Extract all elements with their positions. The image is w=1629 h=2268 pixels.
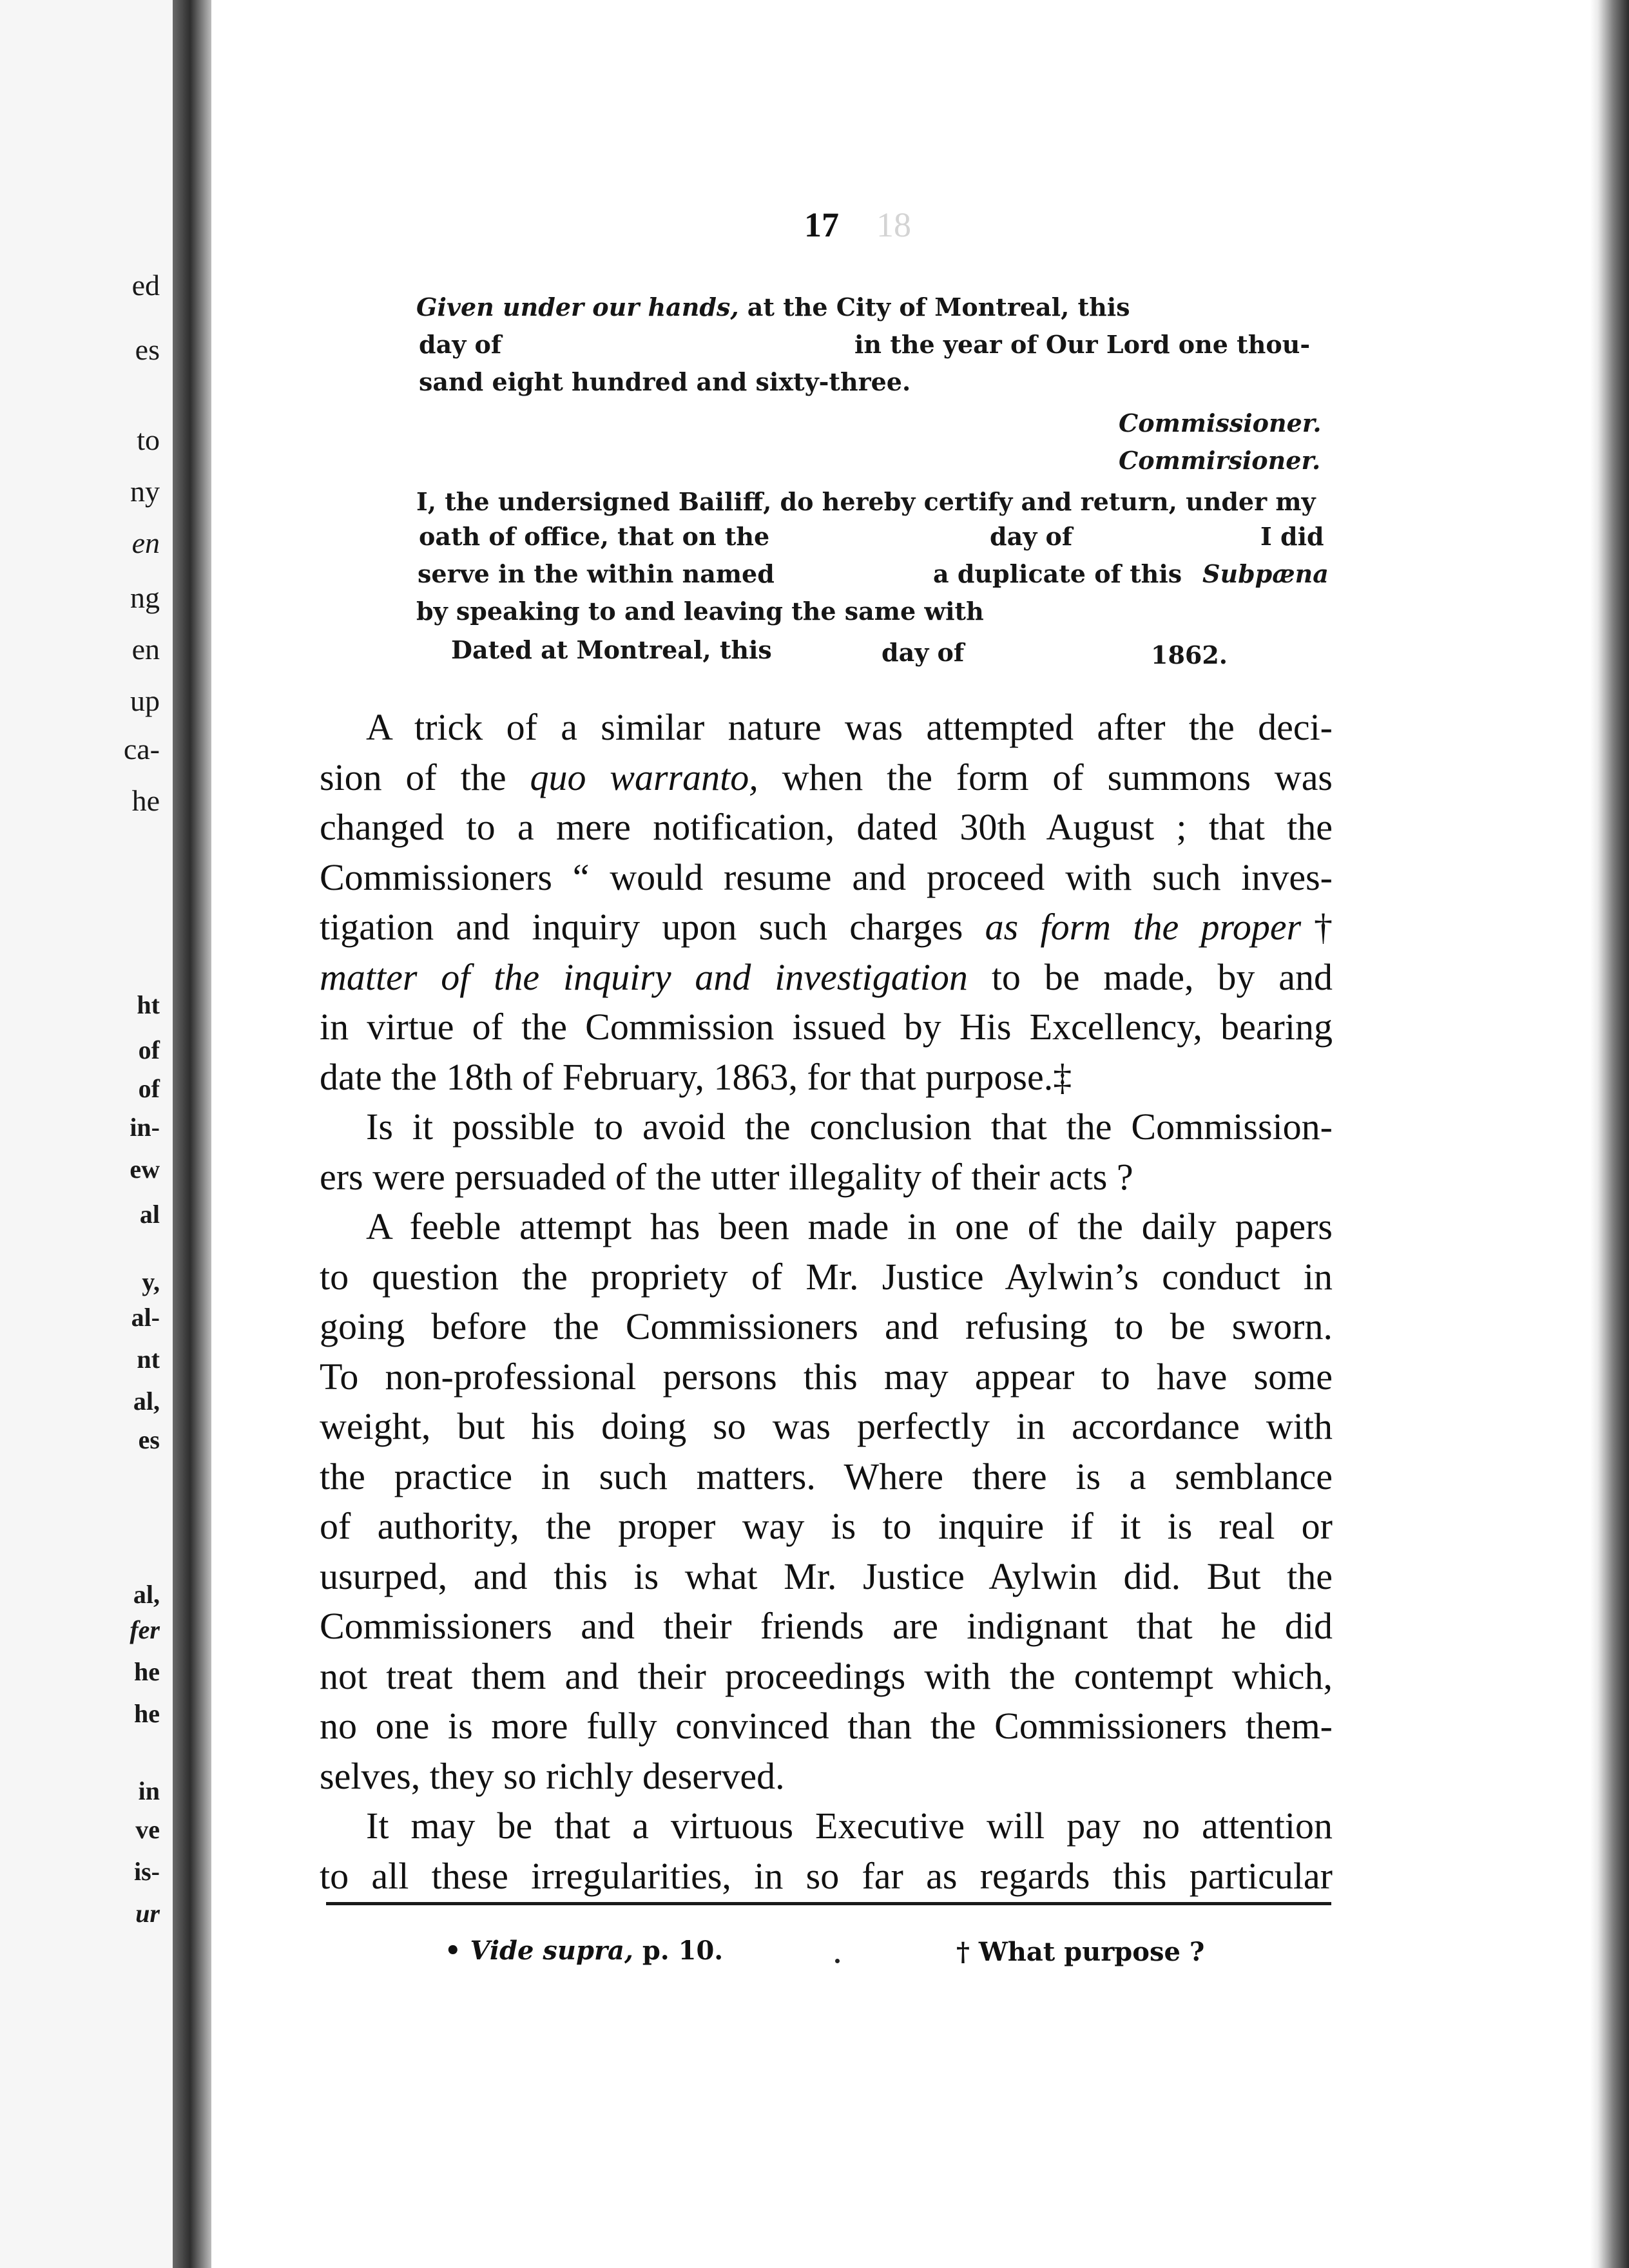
left-page-fragment: ur [135,1899,160,1928]
text-line: the practice in such matters. Where there is a semblance [320,1455,1333,1497]
form-line-10a: Dated at Montreal, this [451,635,772,664]
left-page-fragment: y, [142,1267,160,1296]
text-line: to all these irregularities, in so far as regards this particular [320,1854,1333,1897]
text-line: to question the propriety of Mr. Justice Aylwin’s conduct in [320,1255,1333,1298]
left-page-fragment: in- [130,1113,160,1142]
text-line: date the 18th of February, 1863, for that purpose.‡ [320,1055,1072,1098]
left-page-fragment: nt [137,1345,160,1374]
left-page-fragment: ng [130,581,160,614]
left-page-fragment: al- [131,1303,160,1332]
text-line: tigation and inquiry upon such charges as form the proper† [320,906,1333,948]
form-line-10b: day of [882,638,965,667]
left-page-fragment: he [134,1699,160,1728]
text-line: changed to a mere notification, dated 30th August ; that the [320,806,1333,848]
form-line-8b: a duplicate of this [933,559,1182,588]
left-page-fragment: en [131,526,160,559]
text-line: sion of the quo warranto, when the form of summons was [320,756,1333,798]
stray-mark [835,1959,840,1963]
text-line: not treat them and their proceedings with the contempt which, [320,1655,1333,1697]
form-line-7a: oath of office, that on the [419,522,770,551]
form-line-9: by speaking to and leaving the same with [416,597,984,626]
left-page-fragment: he [131,784,160,817]
left-page-fragment: es [135,333,160,366]
text-line: A feeble attempt has been made in one of the daily papers [366,1206,1333,1247]
left-page-fragment: ve [135,1815,160,1844]
form-line-6: I, the undersigned Bailiff, do hereby certify and return, under my [416,487,1316,516]
footnote-vide-supra: • Vide supra, p. 10. [445,1936,724,1966]
footnote-what-purpose: † What purpose ? [956,1937,1205,1967]
form-line-7b: day of [990,522,1073,551]
text-line: Commissioners “ would resume and proceed with such inves- [320,856,1333,898]
form-line-2a: day of [419,330,502,359]
text-line: A trick of a similar nature was attempted after the deci- [366,706,1333,748]
left-page-fragment: ny [130,475,160,508]
footnote-marker: † [1301,906,1333,948]
left-page-fragment: to [137,423,160,456]
text-line: weight, but his doing so was perfectly in accordance with [320,1405,1333,1447]
left-page-fragment: ca- [123,733,160,765]
text-line: ers were persuaded of the utter illegality of their acts ? [320,1155,1133,1198]
text-line: in virtue of the Commission issued by His Excellency, bearing [320,1006,1333,1048]
left-page-fragment: en [131,633,160,666]
footnote-rule [326,1902,1331,1905]
left-page-fragment: al, [133,1387,160,1416]
text-line: no one is more fully convinced than the Commissioners them- [320,1705,1333,1747]
left-page-fragment: is- [134,1857,160,1886]
text-line: of authority, the proper way is to inquire if it is real or [320,1505,1333,1547]
form-line-8c: Subpæna [1202,559,1329,588]
text-line: Commissioners and their friends are indignant that he did [320,1605,1333,1647]
commissioner-signature-2: Commirsioner. [1119,446,1321,475]
blackletter-phrase: Given under our hands, [416,293,739,322]
left-page-fragment: es [138,1425,160,1454]
text-line: selves, they so richly deserved. [320,1754,785,1797]
form-line-2b: in the year of Our Lord one thou- [854,330,1311,359]
text-line: To non-professional persons this may appear to have some [320,1355,1333,1398]
left-page-fragment: of [138,1035,160,1064]
text-line: going before the Commissioners and refusing to be sworn. [320,1305,1333,1347]
left-page-fragment: ew [130,1155,160,1184]
left-page-fragment: al, [133,1580,160,1609]
text-line: matter of the inquiry and investigation to be made, by and [320,956,1333,998]
form-line-8a: serve in the within named [418,559,775,588]
form-line-1: Given under our hands, at the City of Montreal, this [416,293,1130,322]
bleed-through-page-number: 18 [876,206,911,244]
commissioner-signature-1: Commissioner. [1119,408,1322,437]
left-page-fragment: of [138,1074,160,1103]
left-page-fragment: ed [131,269,160,302]
text-line: usurped, and this is what Mr. Justice Aylwin did. But the [320,1555,1333,1597]
form-line-3: sand eight hundred and sixty-three. [419,367,911,396]
left-page-fragment: up [130,684,160,717]
left-page-fragment: al [139,1200,160,1229]
left-page-fragment: he [134,1657,160,1686]
text-line: Is it possible to avoid the conclusion that the Commission- [366,1106,1333,1148]
text-line: It may be that a virtuous Executive will pay no attention [366,1805,1333,1847]
left-page-fragment: in [138,1776,160,1805]
form-line-10c: 1862. [1151,640,1228,669]
body-text [320,702,1333,1901]
left-page-fragment: fer [130,1615,160,1644]
page-number: 17 [804,206,839,244]
form-line-7c: I did [1260,522,1324,551]
left-page-fragment: ht [137,990,160,1019]
